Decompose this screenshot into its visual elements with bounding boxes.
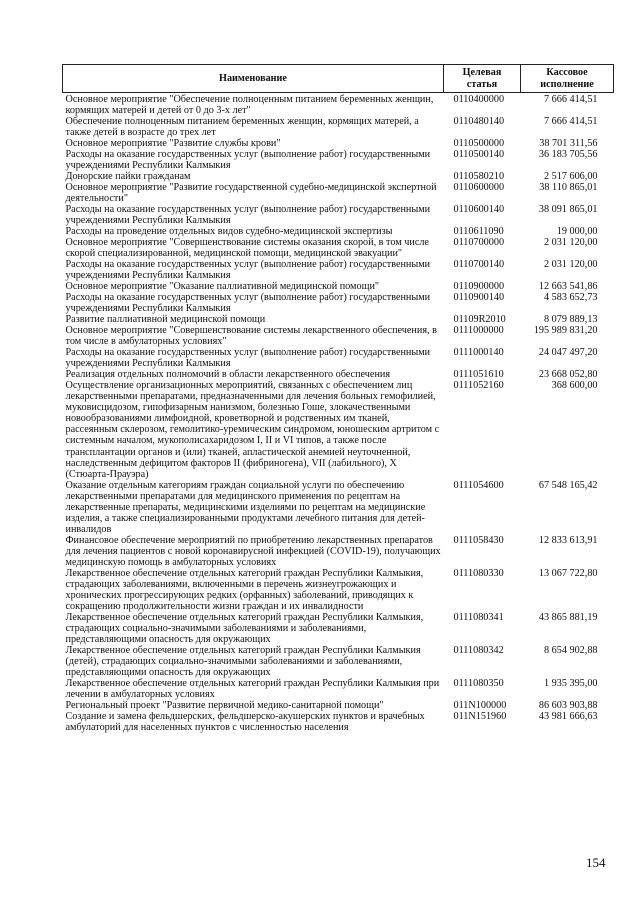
row-name: Основное мероприятие "Обеспечение полноценным питанием беременных женщин, кормящих матерей и детей от 0 до 3-х лет" xyxy=(65,94,434,117)
table-row xyxy=(63,138,614,149)
row-sum: 368 600,00 xyxy=(551,380,598,392)
row-code: 0111080342 xyxy=(453,644,504,656)
table-row xyxy=(63,325,614,347)
row-name: Основное мероприятие "Развитие государственной судебно-медицинской экспертной деятельности" xyxy=(65,182,437,205)
header-code xyxy=(444,65,521,93)
row-code: 0110700140 xyxy=(453,259,505,271)
table-row xyxy=(63,292,614,314)
budget-table xyxy=(62,64,614,733)
row-code: 0110600000 xyxy=(453,182,505,194)
table-row xyxy=(63,711,614,733)
row-sum: 19 000,00 xyxy=(556,226,598,238)
row-sum: 43 981 666,63 xyxy=(538,710,598,722)
header-code-line1: Целевая xyxy=(462,67,502,79)
row-name: Основное мероприятие "Оказание паллиативной медицинской помощи" xyxy=(65,281,380,293)
row-code: 0111000000 xyxy=(453,325,504,337)
row-code: 0110580210 xyxy=(453,171,505,183)
row-code: 0111080330 xyxy=(453,567,504,579)
table-row xyxy=(63,568,614,612)
row-name: Лекарственное обеспечение отдельных категорий граждан Республики Калмыкия, страдающих социально-значимыми заболеваниями и заболеваниями, представляющими опасность для окружающих xyxy=(65,611,424,645)
row-name: Основное мероприятие "Развитие службы крови" xyxy=(65,138,281,150)
table-row xyxy=(63,237,614,259)
table-row xyxy=(63,281,614,292)
row-sum: 2 517 606,00 xyxy=(544,171,598,183)
row-name: Создание и замена фельдшерских, фельдшерско-акушерских пунктов и врачебных амбулаторий для населенных пунктов с численностью населения xyxy=(65,710,425,733)
row-code: 0111054600 xyxy=(453,479,504,491)
table-row xyxy=(63,171,614,182)
table-row xyxy=(63,259,614,281)
row-name: Основное мероприятие "Совершенствование системы лекарственного обеспечения, в том числе в амбулаторных условиях" xyxy=(65,325,437,348)
row-name: Расходы на оказание государственных услуг (выполнение работ) государственными учреждениями Республики Калмыкия xyxy=(65,347,431,370)
row-sum: 36 183 705,56 xyxy=(538,149,598,161)
row-name: Региональный проект "Развитие первичной медико-санитарной помощи" xyxy=(65,699,384,711)
row-sum: 24 047 497,20 xyxy=(538,347,598,359)
table-row xyxy=(63,645,614,678)
table-row xyxy=(63,226,614,237)
row-code: 011N100000 xyxy=(453,699,507,711)
row-name: Оказание отдельным категориям граждан социальной услуги по обеспечению лекарственными препаратами для медицинского применения по рецептам на лекарственные препараты, медицинскими изделиями по рецептам на медицинские изделия, а также специализированными продуктами лечебного питания для детей-инвалидов xyxy=(65,479,426,535)
row-code: 0111080350 xyxy=(453,677,504,689)
table-row xyxy=(63,612,614,645)
row-name: Лекарственное обеспечение отдельных категорий граждан Республики Калмыкия при лечении в амбулаторных условиях xyxy=(65,677,440,700)
table-row xyxy=(63,182,614,204)
row-code: 0110400000 xyxy=(453,94,505,105)
table-row xyxy=(63,116,614,138)
row-code: 0110900140 xyxy=(453,292,505,304)
row-sum: 38 110 865,01 xyxy=(539,182,598,194)
row-sum: 86 603 903,88 xyxy=(538,699,598,711)
table-row xyxy=(63,700,614,711)
row-sum: 4 583 652,73 xyxy=(544,292,598,304)
row-code: 0110611090 xyxy=(453,226,504,238)
header-sum-line2: исполнение xyxy=(540,78,594,90)
page-number: 154 xyxy=(586,855,606,870)
row-name: Лекарственное обеспечение отдельных категорий граждан Республики Калмыкия, страдающих заболеваниями, включенными в перечень жизнеугрожающих и хронических прогрессирующих редких (орфанных) заболеваний, приводящих к сокращению продолжительности жизни граждан и их инвалидности xyxy=(65,567,424,612)
table-row xyxy=(63,314,614,325)
header-name: Наименование xyxy=(63,65,444,93)
row-code: 0110900000 xyxy=(453,281,505,293)
row-sum: 38 701 311,56 xyxy=(539,138,598,150)
row-sum: 23 668 052,80 xyxy=(538,369,598,381)
row-code: 0110500140 xyxy=(453,149,505,161)
row-code: 0110480140 xyxy=(453,116,505,128)
row-sum: 67 548 165,42 xyxy=(538,479,598,491)
row-sum: 8 079 889,13 xyxy=(544,314,598,326)
row-sum: 8 654 902,88 xyxy=(544,644,598,656)
row-name: Расходы на оказание государственных услуг (выполнение работ) государственными учреждениями Республики Калмыкия xyxy=(65,259,431,282)
table-row xyxy=(63,149,614,171)
row-name: Осуществление организационных мероприятий, связанных с обеспечением лиц лекарственными препаратами, предназначенными для лечения больных гемофилией, муковисцидозом, гипофизарным нанизмом, болезнью Гоше, злокачественными новообразованиями лимфоидной, кроветворной и родственных им тканей, рассеянным склерозом, гемолитико-уремическим синдромом, юношеским артритом с системным началом, мукополисахаридозом I, II и VI типов, а также после трансплантации органов и (или) тканей, апластической анемией неуточненной, наследственным дефицитом факторов II (фибриногена), VII (лабильного), X (Стюарта-Прауэра) xyxy=(65,380,440,480)
row-code: 011N151960 xyxy=(453,710,507,722)
row-code: 0110700000 xyxy=(453,237,505,249)
table-header-row xyxy=(63,65,614,93)
table-row xyxy=(63,678,614,700)
row-sum: 1 935 395,00 xyxy=(544,677,598,689)
table-row xyxy=(63,93,614,117)
row-sum: 7 666 414,51 xyxy=(544,116,598,128)
row-sum: 2 031 120,00 xyxy=(544,237,598,249)
row-code: 0110500000 xyxy=(453,138,505,150)
header-sum-line1: Кассовое xyxy=(546,67,588,79)
row-sum: 38 091 865,01 xyxy=(538,204,598,216)
header-sum xyxy=(521,65,614,93)
table-row xyxy=(63,480,614,535)
row-code: 01109R2010 xyxy=(453,314,506,326)
row-name: Расходы на оказание государственных услуг (выполнение работ) государственными учреждениями Республики Калмыкия xyxy=(65,149,431,172)
row-sum: 12 663 541,86 xyxy=(538,281,598,293)
table-row xyxy=(63,204,614,226)
header-code-line2: статья xyxy=(466,78,498,90)
row-sum: 43 865 881,19 xyxy=(538,611,598,623)
row-name: Расходы на проведение отдельных видов судебно-медицинской экспертизы xyxy=(65,226,393,238)
row-name: Лекарственное обеспечение отдельных категорий граждан Республики Калмыкия (детей), страдающих социально-значимыми заболеваниями и заболеваниями, представляющими опасность для окружающих xyxy=(65,644,421,678)
row-name: Расходы на оказание государственных услуг (выполнение работ) государственными учреждениями Республики Калмыкия xyxy=(65,292,431,315)
table-row xyxy=(63,347,614,369)
row-code: 0111052160 xyxy=(453,380,504,392)
row-sum: 13 067 722,80 xyxy=(538,567,598,579)
table-row xyxy=(63,369,614,380)
row-code: 0110600140 xyxy=(453,204,505,216)
row-name: Финансовое обеспечение мероприятий по приобретению лекарственных препаратов для лечения пациентов с новой коронавирусной инфекцией (COVID-19), получающих медицинскую помощь в амбулаторных условиях xyxy=(65,534,441,568)
row-code: 0111000140 xyxy=(453,347,504,359)
row-name: Донорские пайки гражданам xyxy=(65,171,191,183)
row-sum: 195 989 831,20 xyxy=(533,325,598,337)
row-name: Основное мероприятие "Совершенствование системы оказания скорой, в том числе скорой специализированной, медицинской помощи, медицинской эвакуации" xyxy=(65,237,429,260)
row-name: Обеспечение полноценным питанием беременных женщин, кормящих матерей, а также детей в возрасте до трех лет xyxy=(65,116,419,139)
row-sum: 12 833 613,91 xyxy=(538,534,598,546)
row-code: 0111051610 xyxy=(453,369,504,381)
row-sum: 7 666 414,51 xyxy=(544,94,598,105)
row-name: Развитие паллиативной медицинской помощи xyxy=(65,314,266,326)
row-name: Расходы на оказание государственных услуг (выполнение работ) государственными учреждениями Республики Калмыкия xyxy=(65,204,431,227)
row-name: Реализация отдельных полномочий в области лекарственного обеспечения xyxy=(65,369,391,381)
row-code: 0111058430 xyxy=(453,534,504,546)
row-sum: 2 031 120,00 xyxy=(544,259,598,271)
row-code: 0111080341 xyxy=(453,611,504,623)
table-row xyxy=(63,535,614,568)
table-row xyxy=(63,380,614,479)
